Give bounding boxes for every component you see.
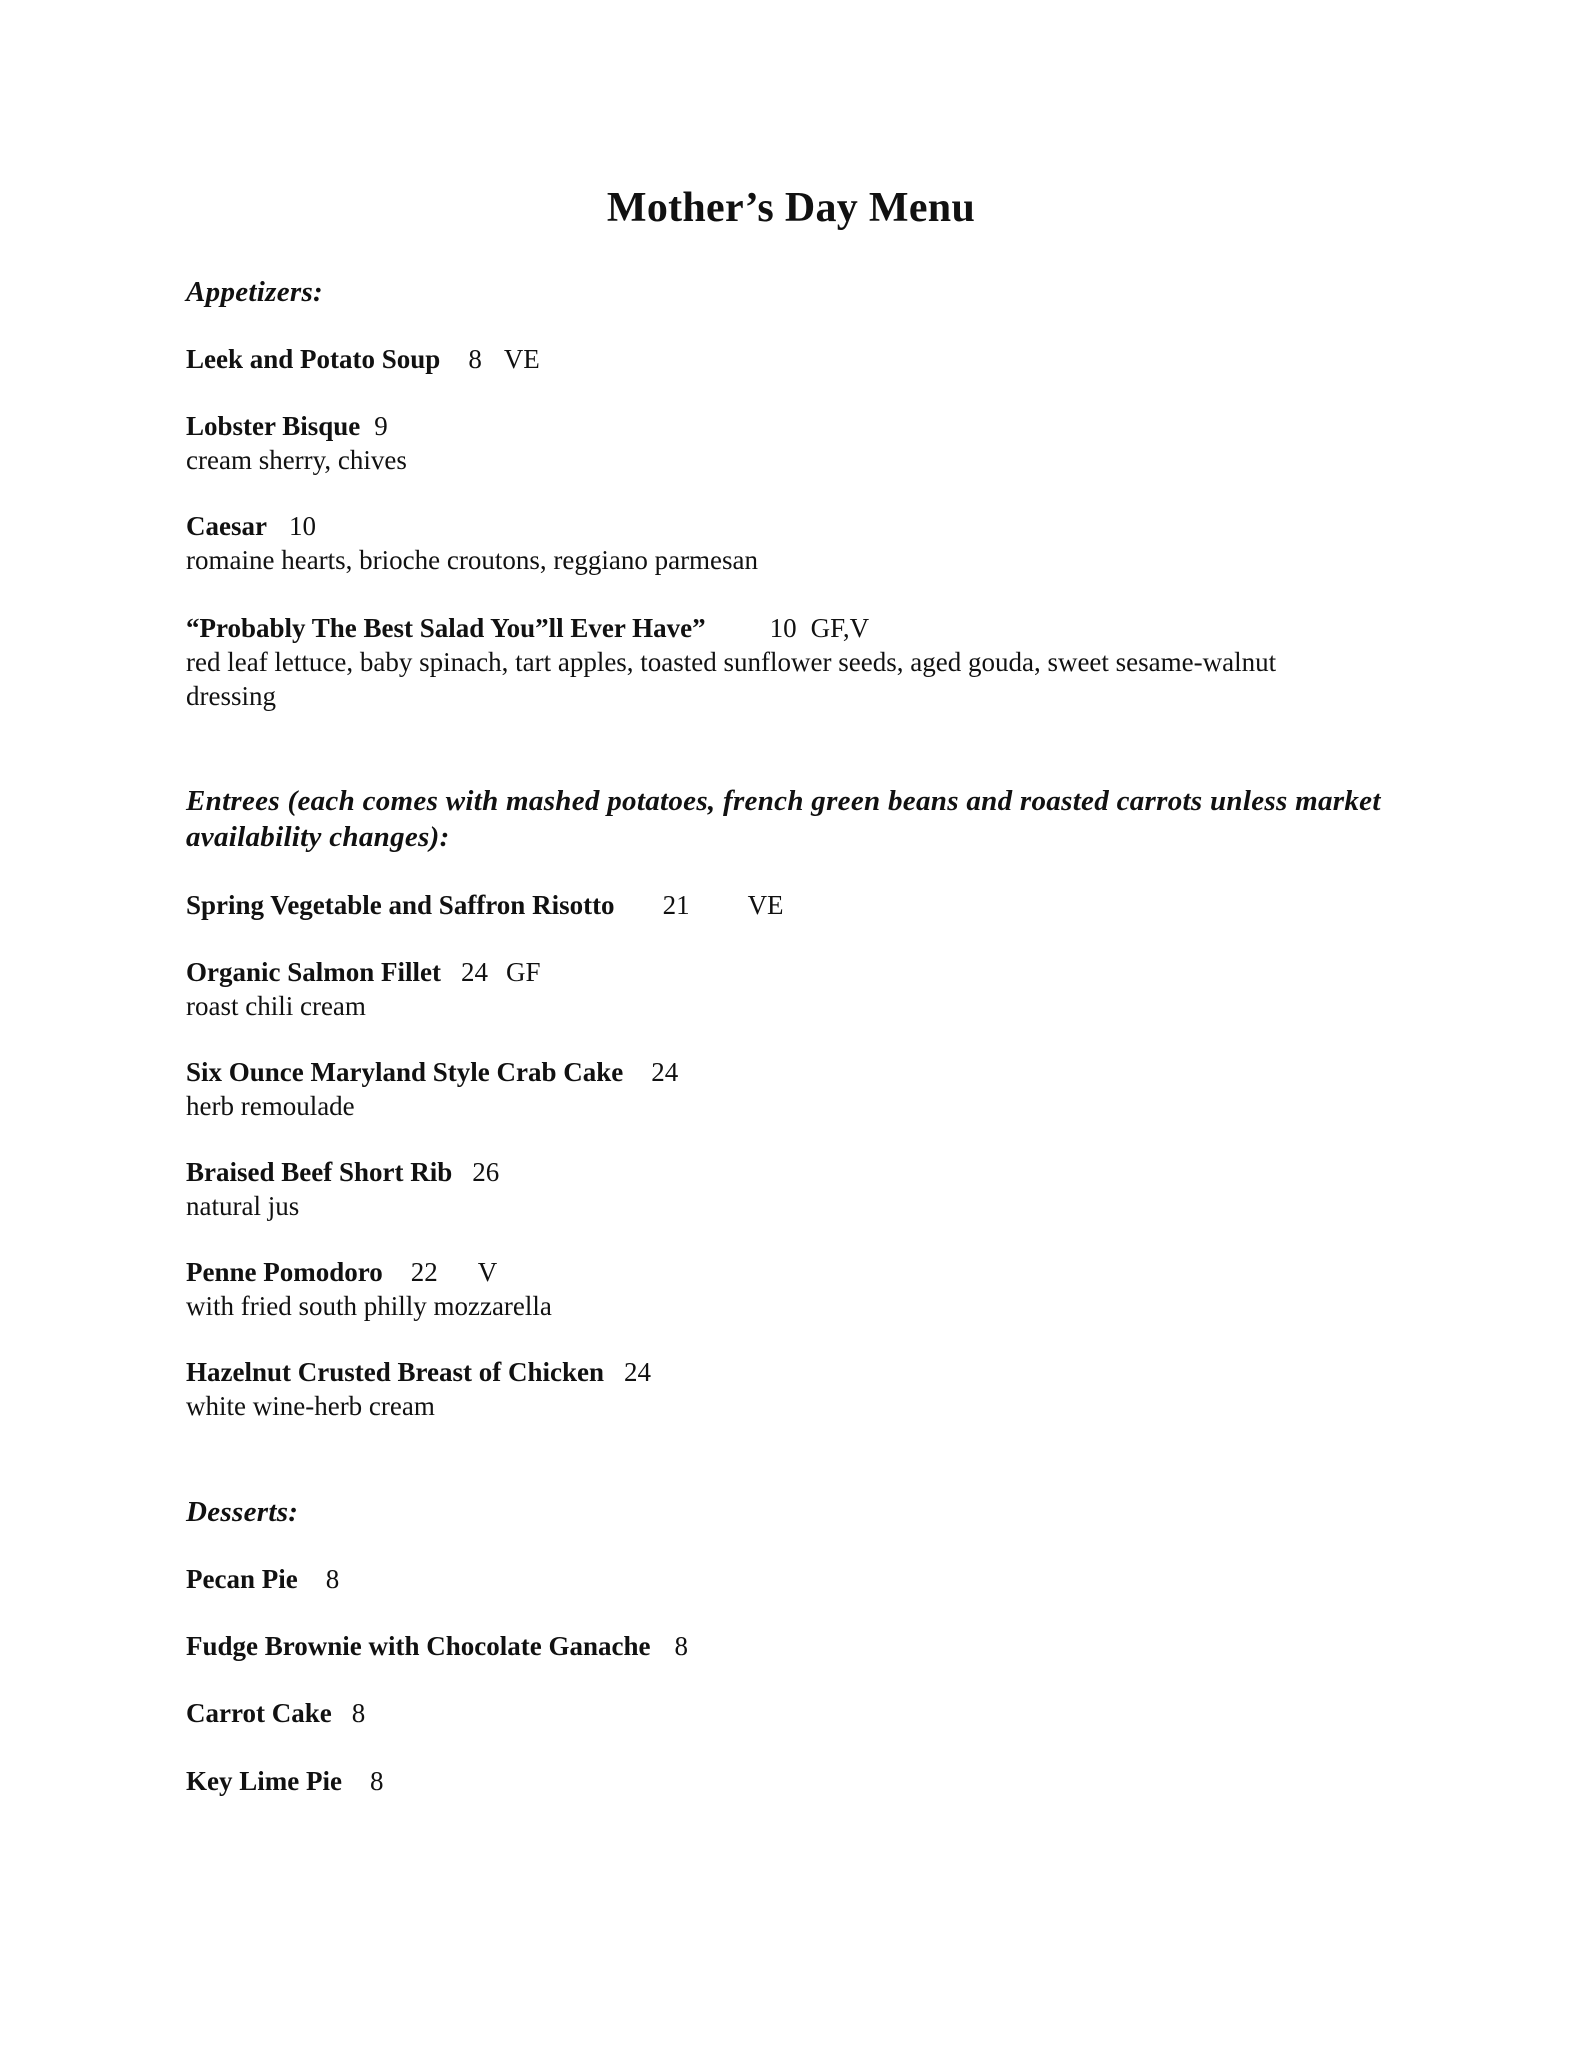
item-name: Pecan Pie <box>186 1564 298 1594</box>
menu-item <box>186 1629 1416 1663</box>
item-price: 22 <box>410 1257 438 1287</box>
item-name: Organic Salmon Fillet <box>186 957 441 987</box>
menu-item <box>186 1255 1416 1323</box>
desserts-heading: Desserts: <box>186 1496 299 1528</box>
menu-item <box>186 888 1416 922</box>
item-price: 26 <box>472 1157 500 1187</box>
item-description: red leaf lettuce, baby spinach, tart apples, toasted sunflower seeds, aged gouda, sweet sesame-walnut dressing <box>186 647 1277 711</box>
item-price: 8 <box>369 1766 384 1796</box>
dietary-tag: V <box>477 1257 498 1287</box>
item-price: 10 <box>288 511 316 541</box>
item-price: 24 <box>624 1357 651 1387</box>
item-name: Spring Vegetable and Saffron Risotto <box>186 890 615 920</box>
item-price: 24 <box>651 1057 679 1087</box>
item-price: 9 <box>374 411 388 441</box>
item-name: Six Ounce Maryland Style Crab Cake <box>186 1057 624 1087</box>
item-description: cream sherry, chives <box>186 445 407 475</box>
item-description: with fried south philly mozzarella <box>186 1291 552 1321</box>
item-price: 24 <box>460 957 488 987</box>
item-price: 8 <box>351 1698 366 1728</box>
item-price: 8 <box>674 1631 688 1661</box>
menu-item <box>186 1562 1416 1596</box>
item-description: roast chili cream <box>186 991 366 1021</box>
item-description: natural jus <box>186 1191 300 1221</box>
item-name: Braised Beef Short Rib <box>186 1157 453 1187</box>
item-price: 21 <box>662 890 690 920</box>
menu-item <box>186 1355 1416 1423</box>
dietary-tag: GF <box>505 957 541 987</box>
item-price: 10 <box>769 613 797 643</box>
entrees-heading: Entrees (each comes with mashed potatoes, french green beans and roasted carrots unless market availability changes): <box>186 785 1381 853</box>
menu-item <box>186 1696 1416 1730</box>
menu-item <box>186 1764 1416 1798</box>
appetizers-heading: Appetizers: <box>186 276 324 308</box>
menu-item <box>186 611 1416 713</box>
item-name: Caesar <box>186 511 267 541</box>
dietary-tag: VE <box>747 890 784 920</box>
menu-item <box>186 1055 1416 1123</box>
item-name: Hazelnut Crusted Breast of Chicken <box>186 1357 604 1387</box>
dietary-tag: VE <box>503 344 540 374</box>
item-description: white wine-herb cream <box>186 1391 435 1421</box>
item-name: Key Lime Pie <box>186 1766 342 1796</box>
menu-item <box>186 955 1416 1023</box>
item-name: Leek and Potato Soup <box>186 344 441 374</box>
item-name: Fudge Brownie with Chocolate Ganache <box>186 1631 651 1661</box>
item-name: Penne Pomodoro <box>186 1257 383 1287</box>
item-description: romaine hearts, brioche croutons, reggiano parmesan <box>186 545 759 575</box>
item-name: Lobster Bisque <box>186 411 361 441</box>
item-name: “Probably The Best Salad You”ll Ever Have” <box>186 613 706 643</box>
menu-item <box>186 409 1416 477</box>
item-price: 8 <box>468 344 482 374</box>
dietary-tag: GF,V <box>810 613 870 643</box>
item-name: Carrot Cake <box>186 1698 332 1728</box>
menu-item <box>186 1155 1416 1223</box>
menu-item <box>186 342 1416 376</box>
page-title: Mother’s Day Menu <box>606 185 976 231</box>
menu-item <box>186 509 1416 577</box>
item-price: 8 <box>325 1564 340 1594</box>
item-description: herb remoulade <box>186 1091 355 1121</box>
